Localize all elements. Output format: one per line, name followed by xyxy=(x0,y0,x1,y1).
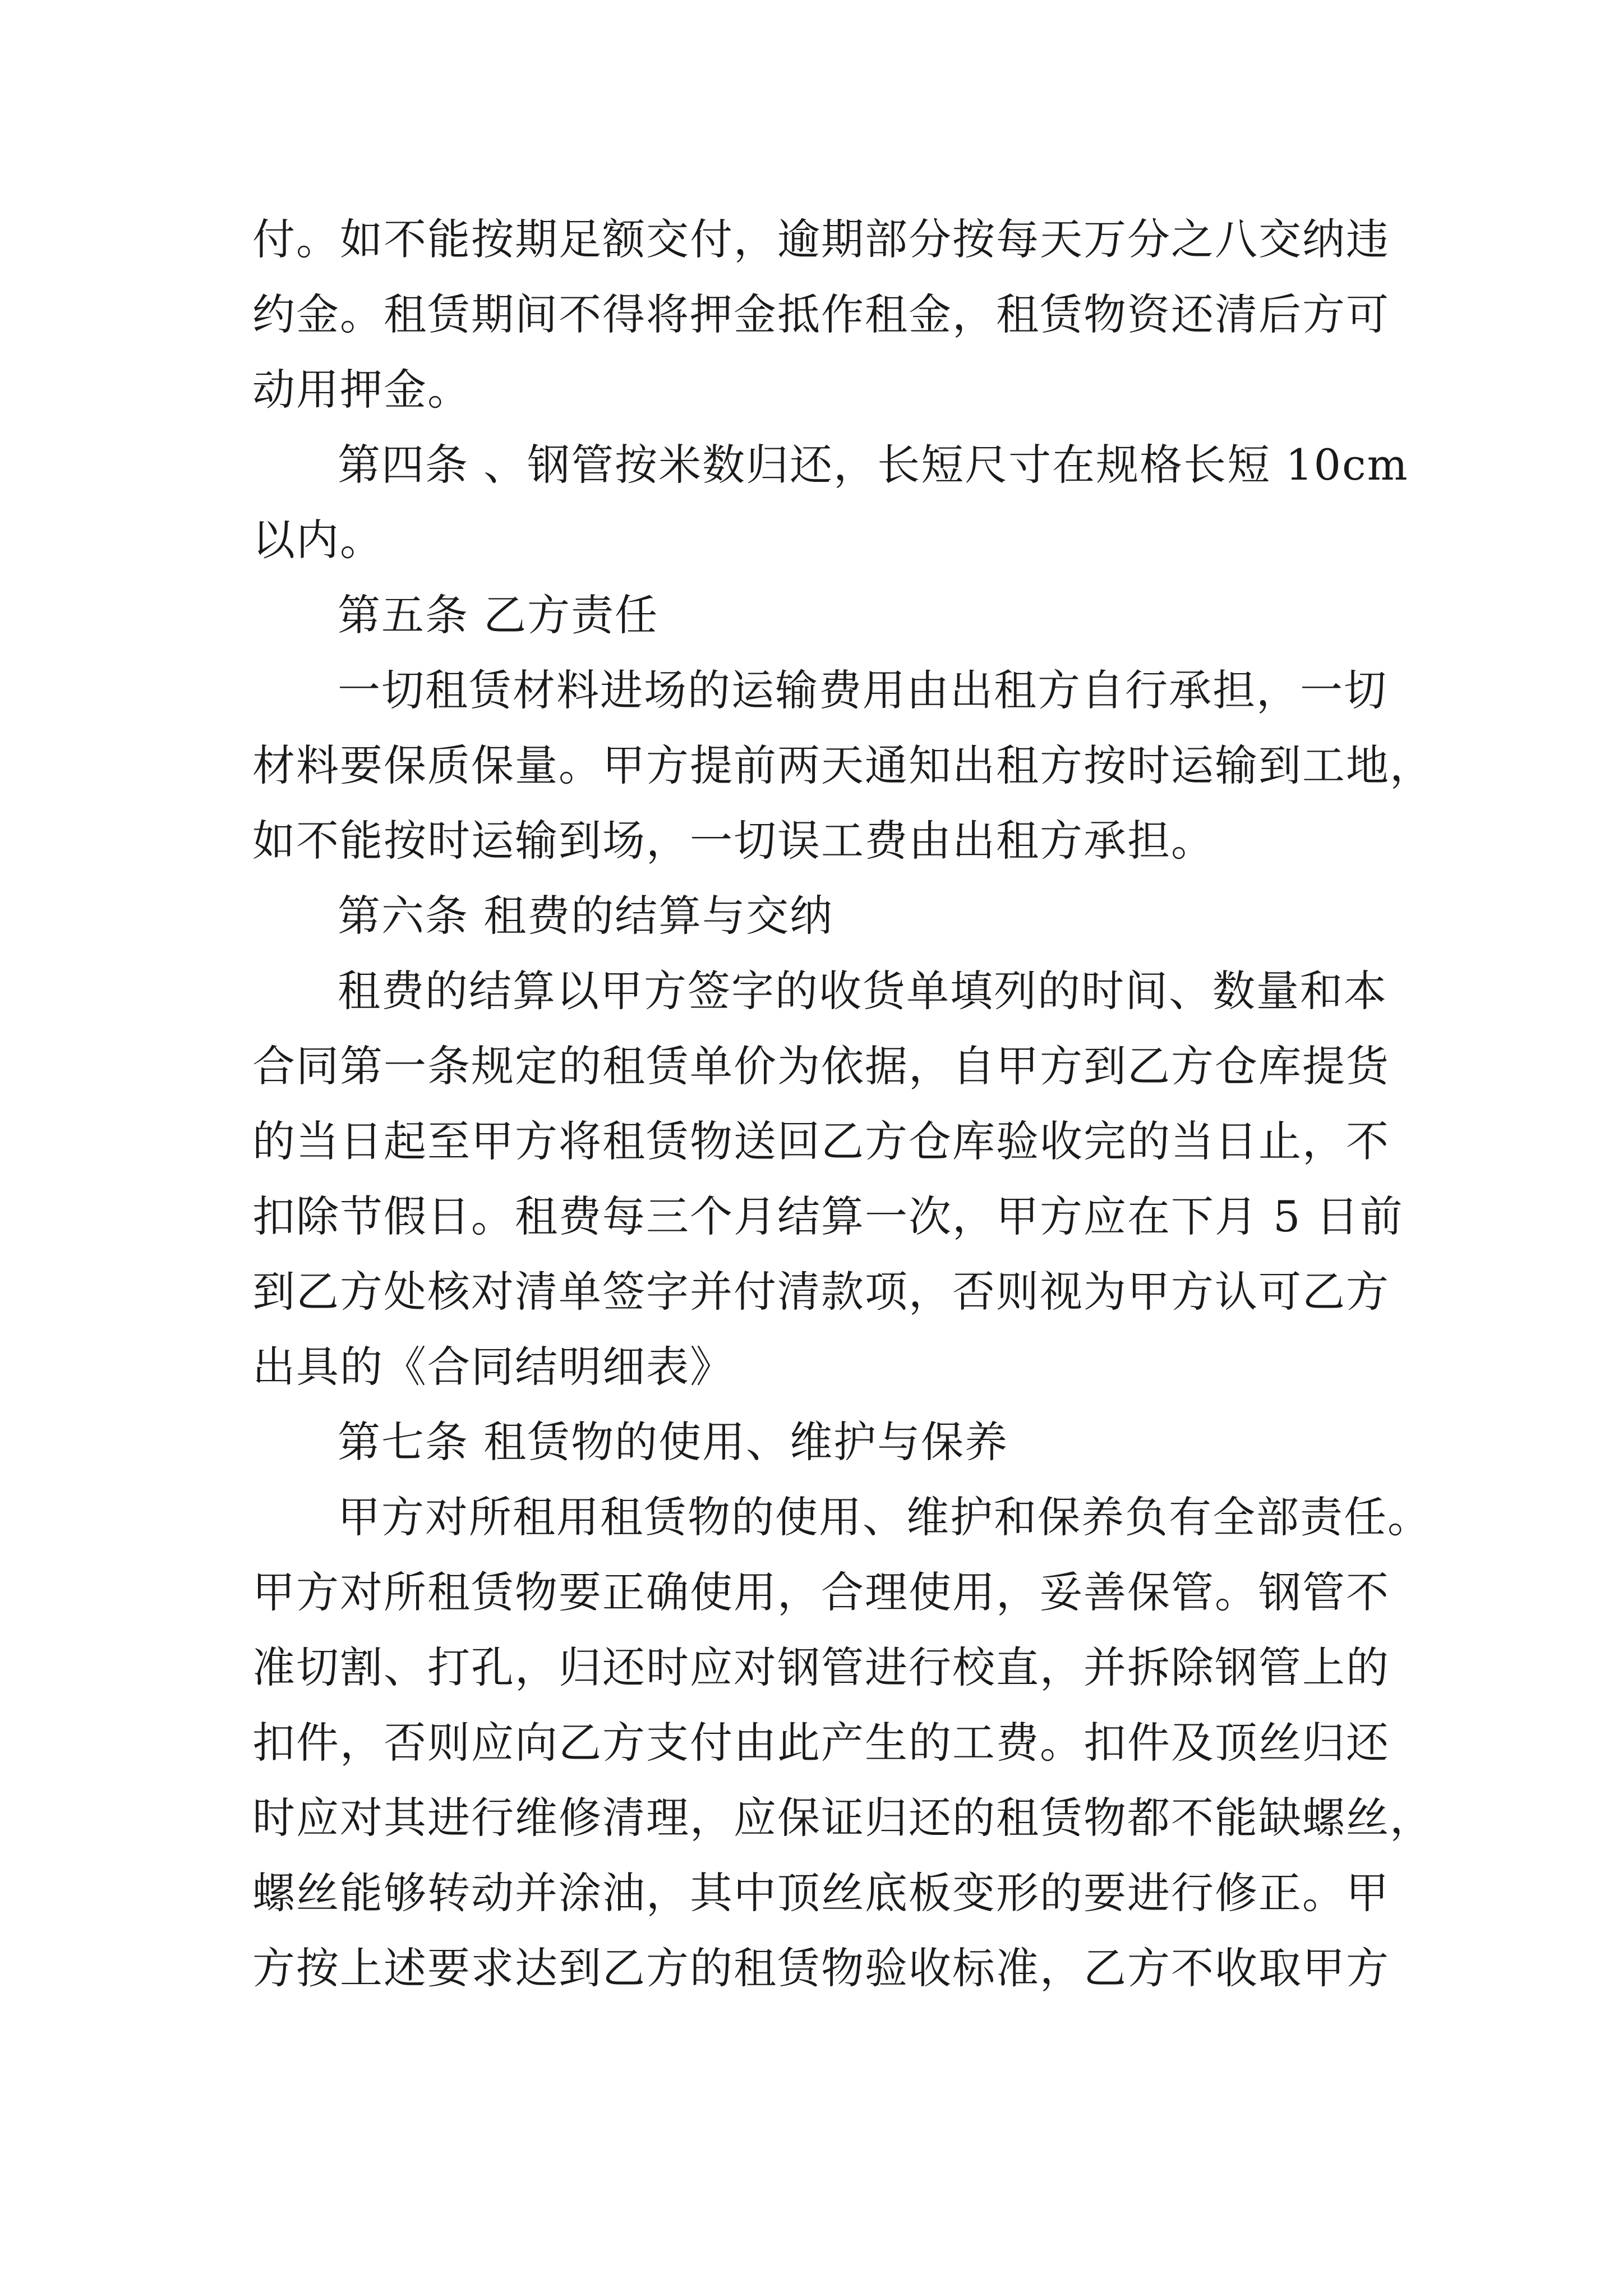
text-line-13: 的当日起至甲方将租赁物送回乙方仓库验收完的当日止，不 xyxy=(252,1116,1390,1166)
text-line-22: 时应对其进行维修清理，应保证归还的租赁物都不能缺螺丝， xyxy=(252,1793,1433,1843)
text-line-23: 螺丝能够转动并涂油，其中顶丝底板变形的要进行修正。甲 xyxy=(252,1868,1390,1918)
text-line-24: 方按上述要求达到乙方的租赁物验收标准，乙方不收取甲方 xyxy=(252,1943,1390,1993)
document-body xyxy=(252,202,1433,2006)
text-line-12: 合同第一条规定的租赁单价为依据，自甲方到乙方仓库提货 xyxy=(252,1041,1390,1091)
text-line-9: 如不能按时运输到场，一切误工费由出租方承担。 xyxy=(252,816,1215,866)
text-line-2: 约金。租赁期间不得将押金抵作租金，租赁物资还清后方可 xyxy=(252,289,1390,339)
text-line-3: 动用押金。 xyxy=(252,365,471,415)
text-line-1: 付。如不能按期足额交付，逾期部分按每天万分之八交纳违 xyxy=(252,214,1390,264)
clause-6-heading: 第六条 租费的结算与交纳 xyxy=(338,891,834,941)
clause-5-heading: 第五条 乙方责任 xyxy=(338,590,659,640)
text-line-19: 甲方对所租赁物要正确使用，合理使用，妥善保管。钢管不 xyxy=(252,1567,1390,1617)
text-line-8: 材料要保质保量。甲方提前两天通知出租方按时运输到工地， xyxy=(252,740,1433,790)
text-line-18: 甲方对所租用租赁物的使用、维护和保养负有全部责任。 xyxy=(338,1492,1431,1542)
text-line-21: 扣件，否则应向乙方支付由此产生的工费。扣件及顶丝归还 xyxy=(252,1718,1390,1768)
text-line-16: 出具的《合同结明细表》 xyxy=(252,1342,734,1392)
text-line-11: 租费的结算以甲方签字的收货单填列的时间、数量和本 xyxy=(338,966,1387,1016)
text-line-20: 准切割、打孔，归还时应对钢管进行校直，并拆除钢管上的 xyxy=(252,1642,1390,1692)
text-line-5: 以内。 xyxy=(252,515,384,565)
text-line-7: 一切租赁材料进场的运输费用由出租方自行承担，一切 xyxy=(338,665,1387,715)
text-line-14: 扣除节假日。租费每三个月结算一次，甲方应在下月 5 日前 xyxy=(252,1191,1404,1241)
clause-7-heading: 第七条 租赁物的使用、维护与保养 xyxy=(338,1417,1009,1467)
text-line-15: 到乙方处核对清单签字并付清款项，否则视为甲方认可乙方 xyxy=(252,1267,1390,1317)
clause-4-heading-line: 第四条 、钢管按米数归还，长短尺寸在规格长短 10cm xyxy=(338,440,1409,490)
